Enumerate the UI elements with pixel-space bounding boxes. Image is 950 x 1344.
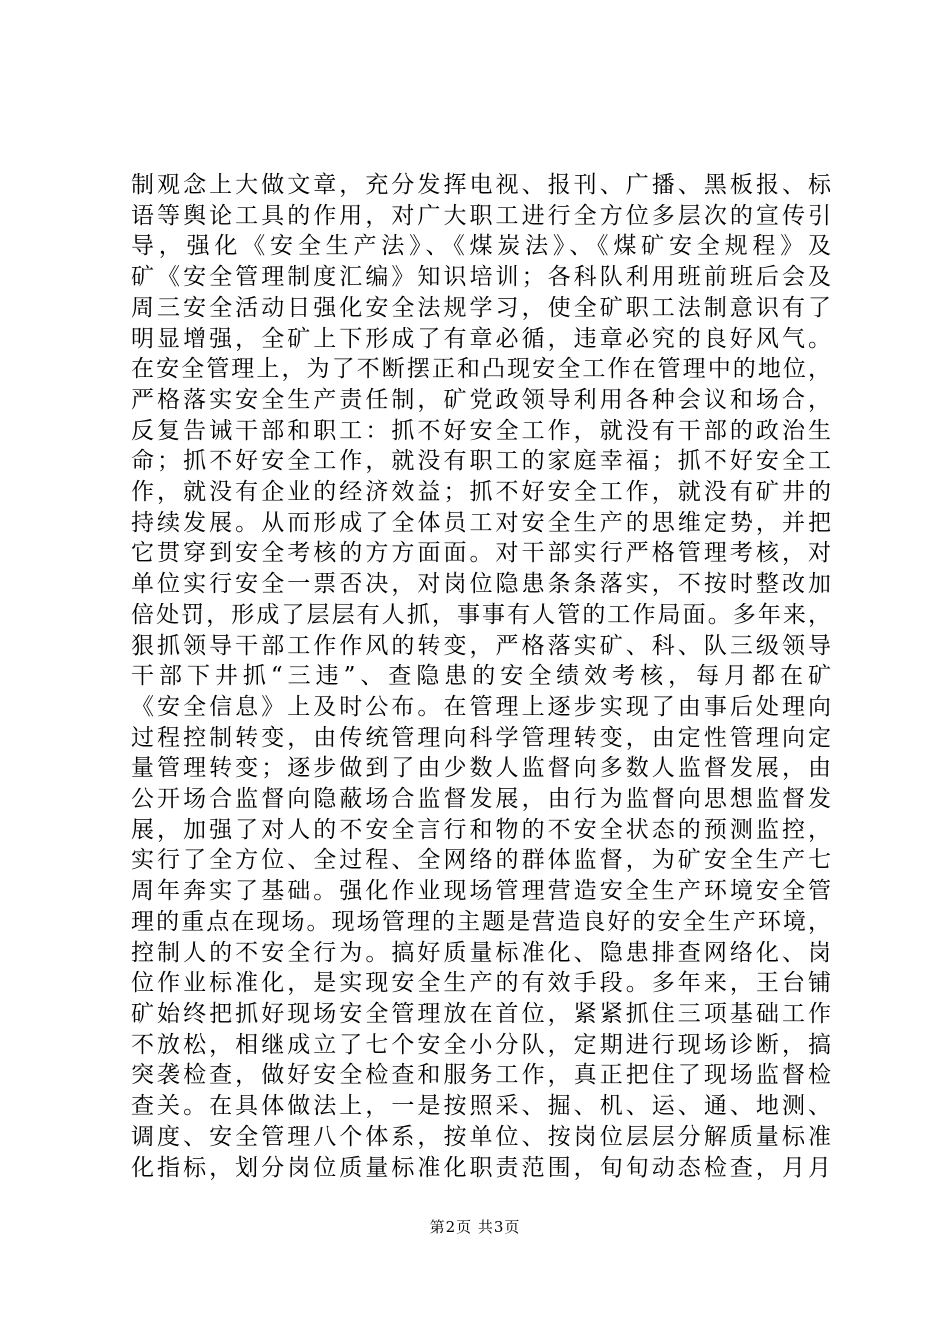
text-line: 理的重点在现场。现场管理的主题是营造良好的安全生产环境， bbox=[131, 908, 831, 935]
text-line: 实行了全方位、全过程、全网络的群体监督，为矿安全生产七 bbox=[131, 847, 831, 874]
page-footer bbox=[0, 1216, 950, 1237]
text-line: 化指标，划分岗位质量标准化职责范围，旬旬动态检查，月月 bbox=[131, 1154, 831, 1181]
text-line: 过程控制转变，由传统管理向科学管理转变，由定性管理向定 bbox=[131, 724, 831, 751]
text-line: 导，强化《安全生产法》、《煤炭法》、《煤矿安全规程》及 bbox=[131, 233, 831, 260]
text-line: 周三安全活动日强化安全法规学习，使全矿职工法制意识有了 bbox=[131, 294, 831, 321]
text-line: 《安全信息》上及时公布。在管理上逐步实现了由事后处理向 bbox=[131, 693, 831, 720]
text-line: 突袭检查，做好安全检查和服务工作，真正把住了现场监督检 bbox=[131, 1062, 831, 1089]
text-line: 它贯穿到安全考核的方方面面。对干部实行严格管理考核，对 bbox=[131, 540, 831, 567]
text-line: 制观念上大做文章，充分发挥电视、报刊、广播、黑板报、标 bbox=[131, 172, 831, 198]
text-line: 调度、安全管理八个体系，按单位、按岗位层层分解质量标准 bbox=[131, 1123, 831, 1150]
text-line: 单位实行安全一票否决，对岗位隐患条条落实，不按时整改加 bbox=[131, 571, 831, 598]
text-line: 周年奔实了基础。强化作业现场管理营造安全生产环境安全管 bbox=[131, 878, 831, 905]
text-line: 作，就没有企业的经济效益；抓不好安全工作，就没有矿井的 bbox=[131, 479, 831, 506]
page-indicator: 第2页 共3页 bbox=[429, 1218, 521, 1236]
text-line: 严格落实安全生产责任制，矿党政领导利用各种会议和场合， bbox=[131, 386, 831, 413]
text-line: 矿始终把抓好现场安全管理放在首位，紧紧抓住三项基础工作 bbox=[131, 1000, 831, 1027]
text-line: 展，加强了对人的不安全言行和物的不安全状态的预测监控， bbox=[131, 816, 831, 843]
body-paragraph bbox=[131, 170, 831, 1183]
text-line: 位作业标准化，是实现安全生产的有效手段。多年来，王台铺 bbox=[131, 970, 831, 997]
text-line: 矿《安全管理制度汇编》知识培训；各科队利用班前班后会及 bbox=[131, 264, 831, 291]
text-line: 查关。在具体做法上，一是按照采、掘、机、运、通、地测、 bbox=[131, 1093, 831, 1120]
text-line: 狠抓领导干部工作作风的转变，严格落实矿、科、队三级领导 bbox=[131, 632, 831, 659]
text-line: 反复告诫干部和职工：抓不好安全工作，就没有干部的政治生 bbox=[131, 417, 831, 444]
text-line: 干部下井抓“三违”、查隐患的安全绩效考核，每月都在矿 bbox=[131, 663, 831, 690]
text-line: 持续发展。从而形成了全体员工对安全生产的思维定势，并把 bbox=[131, 509, 831, 536]
text-line: 公开场合监督向隐蔽场合监督发展，由行为监督向思想监督发 bbox=[131, 786, 831, 813]
text-line: 在安全管理上，为了不断摆正和凸现安全工作在管理中的地位， bbox=[131, 356, 831, 383]
text-line: 不放松，相继成立了七个安全小分队，定期进行现场诊断，搞 bbox=[131, 1031, 831, 1058]
text-line: 命；抓不好安全工作，就没有职工的家庭幸福；抓不好安全工 bbox=[131, 448, 831, 475]
text-line: 倍处罚，形成了层层有人抓，事事有人管的工作局面。多年来， bbox=[131, 601, 831, 628]
text-line: 量管理转变；逐步做到了由少数人监督向多数人监督发展，由 bbox=[131, 755, 831, 782]
text-line: 控制人的不安全行为。搞好质量标准化、隐患排查网络化、岗 bbox=[131, 939, 831, 966]
text-line: 语等舆论工具的作用，对广大职工进行全方位多层次的宣传引 bbox=[131, 202, 831, 229]
text-line: 明显增强，全矿上下形成了有章必循，违章必究的良好风气。 bbox=[131, 325, 831, 352]
